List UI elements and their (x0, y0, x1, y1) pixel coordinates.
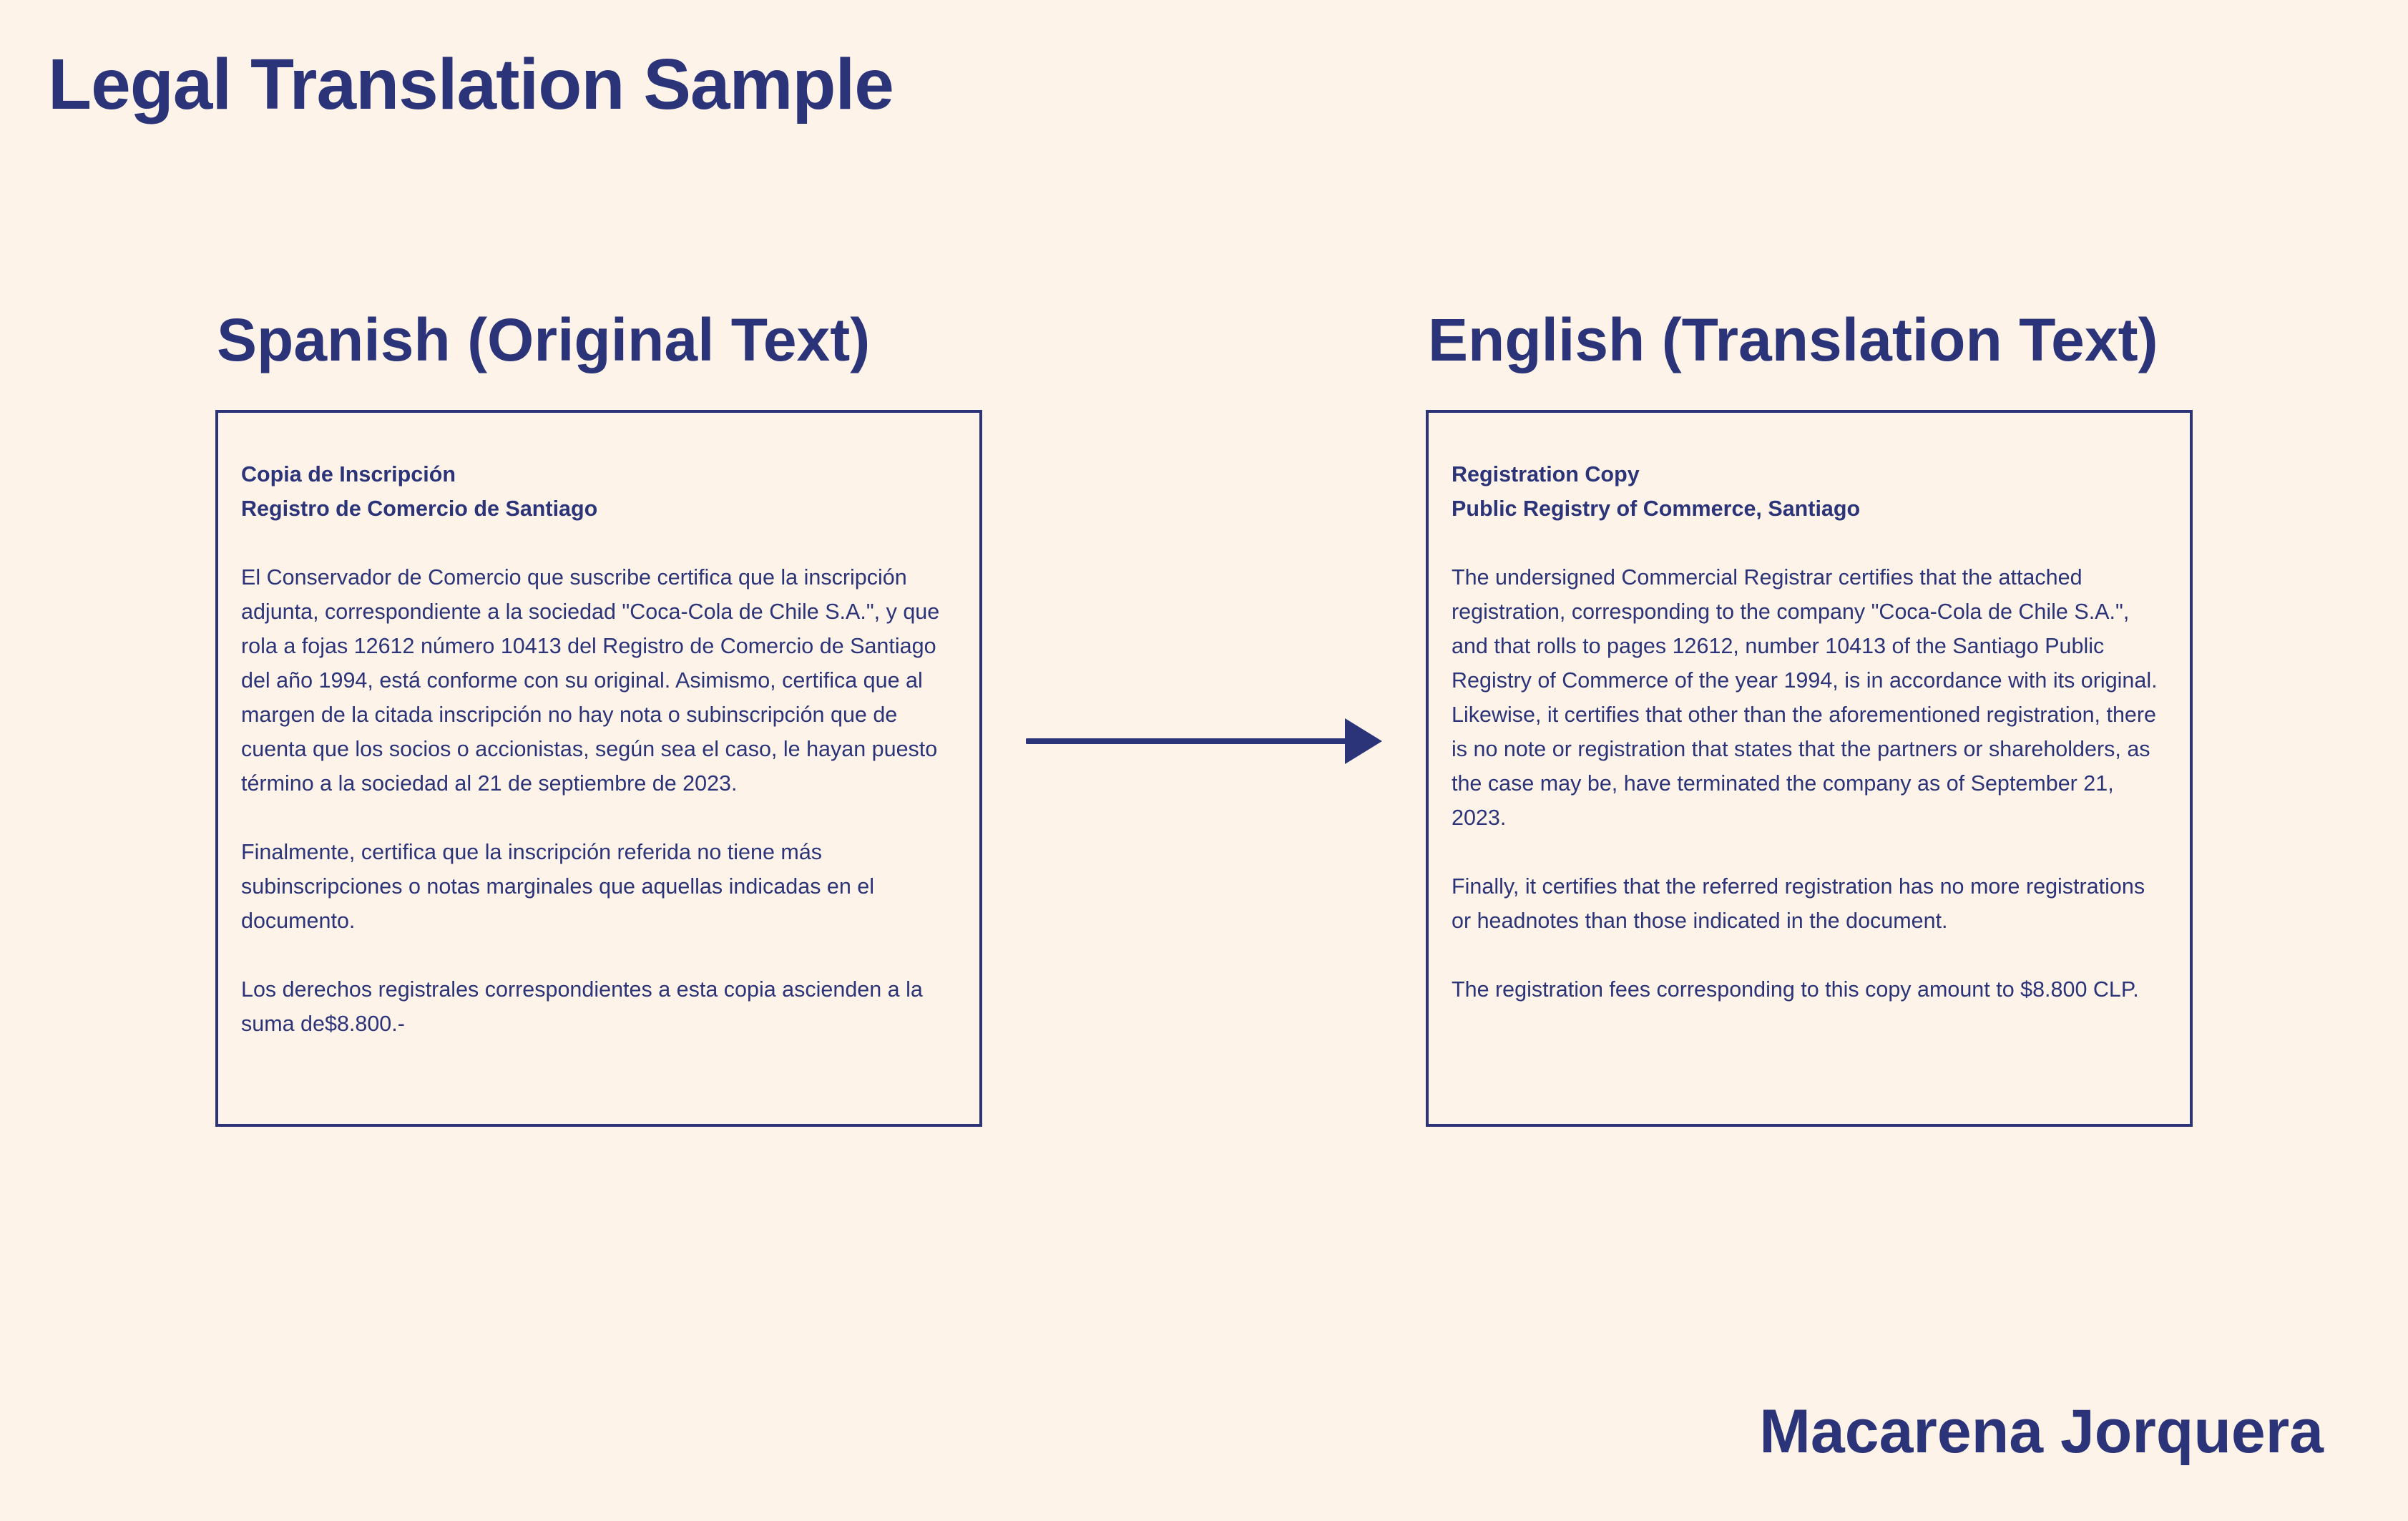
spanish-column-heading: Spanish (Original Text) (217, 306, 871, 373)
author-name: Macarena Jorquera (1759, 1397, 2324, 1466)
spanish-paragraph-3: Los derechos registrales correspondientes a esta copia ascienden a la suma de$8.800.- (241, 977, 923, 1036)
spanish-doc-subtitle: Registro de Comercio de Santiago (241, 497, 598, 521)
spanish-paragraph-2: Finalmente, certifica que la inscripción referida no tiene más subinscripciones o notas marginales que aquellas indicadas en el documento. (241, 840, 875, 933)
english-column-heading: English (Translation Text) (1428, 306, 2158, 373)
english-text-box (1426, 410, 2193, 1127)
english-paragraph-3: The registration fees corresponding to this copy amount to $8.800 CLP. (1452, 977, 2139, 1002)
arrow-right-icon (1026, 715, 1384, 767)
english-paragraph-1: The undersigned Commercial Registrar certifies that the attached registration, corresponding to the company "Coca-Cola de Chile S.A.", and that rolls to pages 12612, number 10413 of the Santiago Public Registry of Commerce of the year 1994, is in accordance with its original. Likewise, it certifies that other than the aforementioned registration, there is no note or registration that states that the partners or shareholders, as the case may be, have terminated the company as of September 21, 2023. (1452, 565, 2158, 830)
spanish-paragraph-1: El Conservador de Comercio que suscribe certifica que la inscripción adjunta, correspondiente a la sociedad "Coca-Cola de Chile S.A.", y que rola a fojas 12612 número 10413 del Registro de Comercio de Santiago del año 1994, está conforme con su original. Asimismo, certifica que al margen de la citada inscripción no hay nota o subinscripción que de cuenta que los socios o accionistas, según sea el caso, le hayan puesto término a la sociedad al 21 de septiembre de 2023. (241, 565, 940, 796)
spanish-text-box (215, 410, 982, 1127)
english-doc-title: Registration Copy (1452, 462, 1640, 486)
page-title: Legal Translation Sample (48, 44, 894, 124)
english-paragraph-2: Finally, it certifies that the referred registration has no more registrations or headnotes than those indicated in the document. (1452, 874, 2145, 933)
english-doc-subtitle: Public Registry of Commerce, Santiago (1452, 497, 1861, 521)
spanish-doc-title: Copia de Inscripción (241, 462, 456, 486)
